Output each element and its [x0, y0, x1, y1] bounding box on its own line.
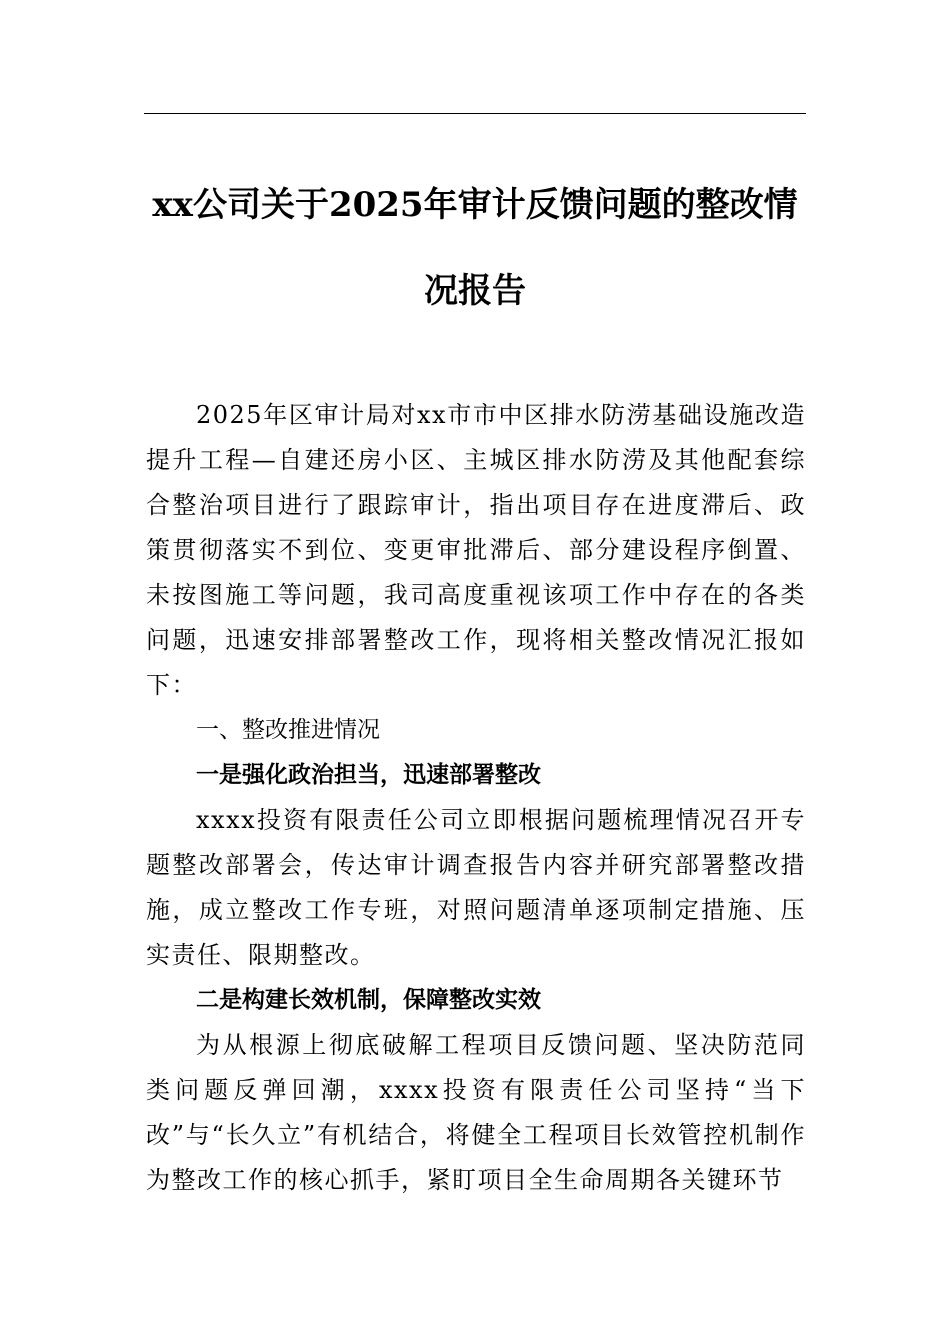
- header-rule: [144, 113, 806, 114]
- intro-paragraph: 2025年区审计局对xx市市中区排水防涝基础设施改造提升工程—自建还房小区、主城区排水防涝及其他配套综合整治项目进行了跟踪审计，指出项目存在进度滞后、政策贯彻落实不到位、变更审批滞后、部分建设程序倒置、未按图施工等问题，我司高度重视该项工作中存在的各类问题，迅速安排部署整改工作，现将相关整改情况汇报如下：: [146, 401, 806, 699]
- point-heading-1: 一是强化政治担当，迅速部署整改: [196, 762, 541, 788]
- document-title: xx公司关于2025年审计反馈问题的整改情况报告: [152, 185, 798, 311]
- point-heading-2: 二是构建长效机制，保障整改实效: [196, 987, 541, 1013]
- section-heading-1: 一、整改推进情况: [196, 717, 380, 743]
- document-body: [146, 393, 806, 1203]
- point-body-1: xxxx投资有限责任公司立即根据问题梳理情况召开专题整改部署会，传达审计调查报告内容并研究部署整改措施，成立整改工作专班，对照问题清单逐项制定措施、压实责任、限期整改。: [146, 806, 806, 969]
- point-body-2: 为从根源上彻底破解工程项目反馈问题、坚决防范同类问题反弹回潮，xxxx投资有限责任公司坚持“当下改”与“长久立”有机结合，将健全工程项目长效管控机制作为整改工作的核心抓手，紧盯项目全生命周期各关键环节: [146, 1031, 806, 1194]
